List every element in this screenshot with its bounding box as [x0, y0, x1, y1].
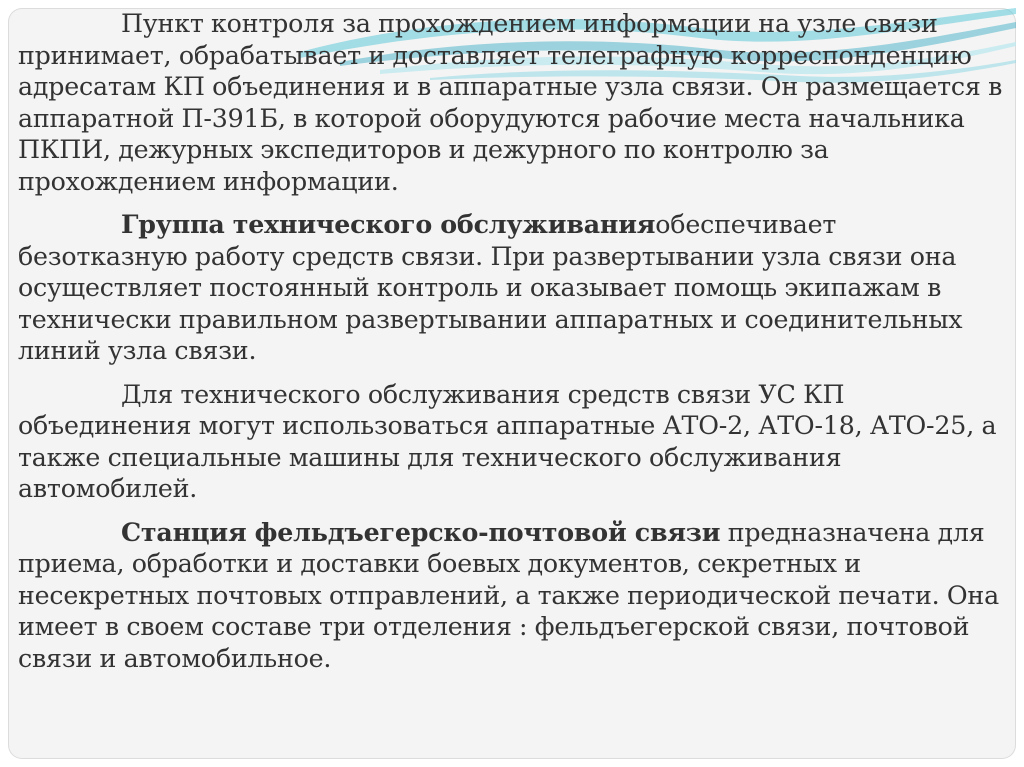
paragraph-punkt-kontrolya [18, 8, 1010, 197]
paragraph-text: Пункт контроля за прохождением информации на узле связи принимает, обрабатывает и доставляет телеграфную корреспонденцию адресатам КП объединения и в аппаратные узла связи. Он размещается в аппаратной П-391Б, в которой оборудуются рабочие места начальника ПКПИ, дежурных экспедиторов и дежурного по контролю за прохождением информации. [18, 9, 1003, 196]
slide-body [18, 8, 1010, 686]
paragraph-fps-station [18, 517, 1010, 675]
paragraph-text: обеспечивает безотказную работу средств связи. При развертывании узла связи она осуществляет постоянный контроль и оказывает помощь экипажам в технически правильном развертывании аппаратных и соединительных линий узла связи. [18, 210, 963, 365]
paragraph-lead-bold: Группа технического обслуживания [121, 209, 656, 239]
paragraph-text: предназначена для приема, обработки и доставки боевых документов, секретных и несекретных почтовых отправлений, а также периодической печати. Она имеет в своем составе три отделения : фельдъегерской связи, почтовой связи и автомобильное. [18, 517, 999, 673]
paragraph-text: Для технического обслуживания средств связи УС КП объединения могут использоваться аппаратные АТО-2, АТО-18, АТО-25, а также специальные машины для технического обслуживания автомобилей. [18, 379, 997, 503]
paragraph-gruppa-to [18, 209, 1010, 367]
paragraph-ato [18, 379, 1010, 505]
paragraph-lead-bold: Станция фельдъегерско-почтовой связи [121, 516, 721, 547]
